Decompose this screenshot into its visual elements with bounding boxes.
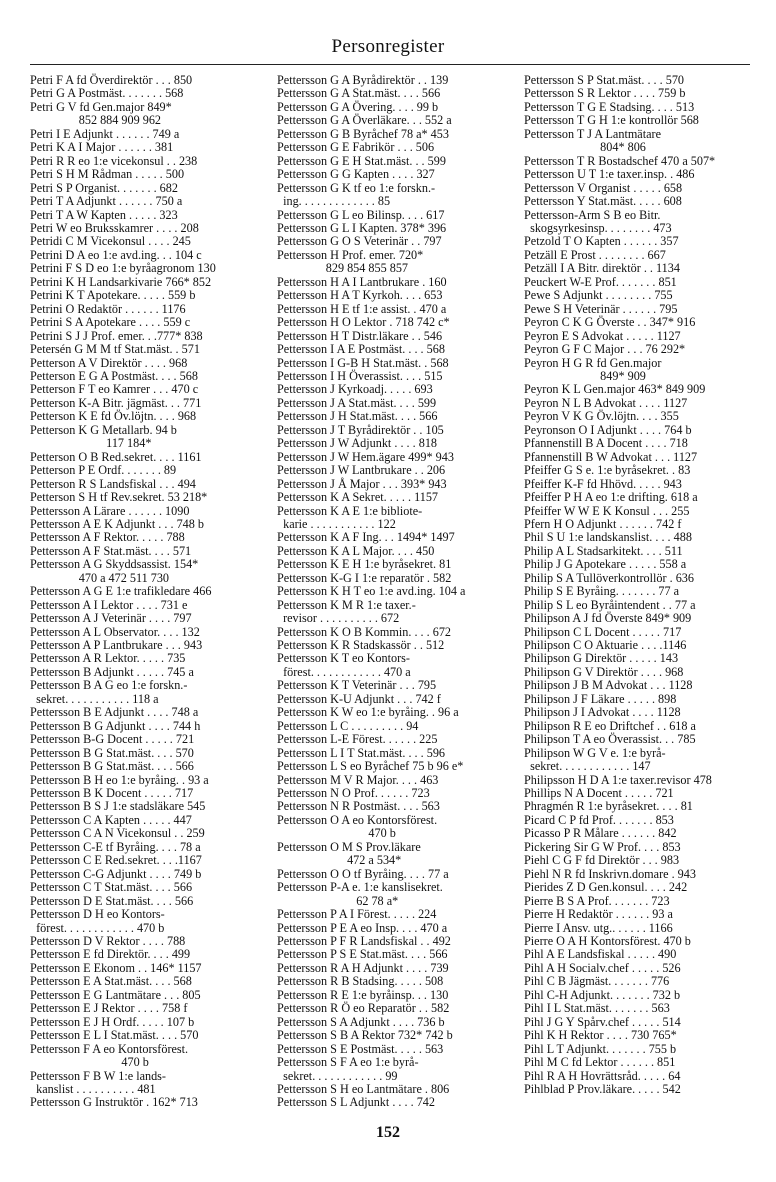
page-title: Personregister [331,36,445,57]
register-entry: Petterson A V Direktör . . . . 968 [30,355,188,370]
register-entry: Pihlblad P Prov.läkare. . . . . 542 [524,1081,681,1096]
register-entry: Pettersson T R Bostadschef 470 a 507* [524,153,716,168]
register-entry: Petersén G M M tf Stat.mäst. . 571 [30,342,200,357]
register-entry: Pihl C B Jägmäst. . . . . . . 776 [524,974,670,989]
register-entry: Pfannenstill B A Docent . . . . 718 [524,436,688,451]
register-entry: Philipson A J fd Överste 849* 909 [524,611,692,626]
register-entry: Pettersson K-U Adjunkt . . . 742 f [277,691,441,706]
page-number: 152 [376,1124,400,1141]
register-entry: Pettersson L I T Stat.mäst. . . . 596 [277,745,446,760]
register-entry: Petrini F S D eo 1:e byråagronom 130 [30,261,216,276]
register-entry: Philipson W G V e. 1:e byrå- [524,745,666,760]
register-entry: Pihl A H Socialv.chef . . . . . 526 [524,960,681,975]
register-entry: Petrini O Redaktör . . . . . . 1176 [30,301,186,316]
register-entry: Philipsson H D A 1:e taxer.revisor 478 [524,772,712,787]
register-entry: Pfannenstill B W Advokat . . . 1127 [524,449,698,464]
register-entry: Pettersson I H Överassist. . . . 515 [277,368,443,383]
register-entry: Pettersson K A E 1:e bibliote- [277,503,423,518]
register-entry: Pettersson C E Red.sekret. . . .1167 [30,853,202,868]
register-entry: Pettersson B G Adjunkt . . . . 744 h [30,718,201,733]
register-entry: Pettersson R A H Adjunkt . . . . 739 [277,960,449,975]
register-entry: Philipson C O Aktuarie . . . .1146 [524,638,687,653]
register-entry: Pettersson K M R 1:e taxer.- [277,597,416,612]
register-entry: Pettersson B Adjunkt . . . . . 745 a [30,664,194,679]
register-entry: Pettersson L C . . . . . . . . . 94 [277,718,419,733]
register-entry: förest. . . . . . . . . . . . 470 a [277,664,411,679]
register-entry: Pettersson Y Stat.mäst. . . . . 608 [524,194,682,209]
register-entry: Philipson G Direktör . . . . . 143 [524,651,679,666]
register-entry: Pettersson E fd Direktör. . . . 499 [30,947,191,962]
register-entry: Petterson K-A Bitr. jägmäst. . . 771 [30,395,202,410]
register-entry: Pickering Sir G W Prof. . . . 853 [524,839,681,854]
register-entry: Pettersson N O Prof. . . . . . 723 [277,786,430,801]
register-column-3 [524,74,758,1096]
register-entry: Philipson J I Advokat . . . . 1128 [524,705,681,720]
register-entry: Pettersson H A T Kyrkoh. . . . 653 [277,288,443,303]
register-entry: Pettersson K W eo 1:e byråing. . 96 a [277,705,459,720]
register-entry: Pettersson H E tf 1:e assist. . 470 a [277,301,447,316]
register-entry: Pettersson R Ö eo Reparatör . . 582 [277,1001,450,1016]
register-entry: Pettersson G L eo Bilinsp. . . . 617 [277,207,445,222]
register-entry: Pettersson E A Stat.mäst. . . . 568 [30,974,192,989]
register-entry: Pettersson E Ekonom . . 146* 1157 [30,960,202,975]
register-entry: Petri W eo Bruksskamrer . . . . 208 [30,220,199,235]
register-entry: Pihl K H Rektor . . . . 730 765* [524,1028,677,1043]
register-entry: Pettersson H A I Lantbrukare . 160 [277,274,447,289]
register-entry: Pettersson J Kyrkoadj. . . . . 693 [277,382,433,397]
register-entry: Pettersson S F A eo 1:e byrå- [277,1055,419,1070]
register-entry: Pettersson K T eo Kontors- [277,651,410,666]
register-entry: sekret. . . . . . . . . . . . 99 [277,1068,398,1083]
register-entry: Pettersson I A E Postmäst. . . . 568 [277,342,445,357]
register-entry: Pettersson R B Stadsing. . . . . 508 [277,974,444,989]
register-entry: Pettersson F B W 1:e lands- [30,1068,166,1083]
register-entry: 804* 806 [524,140,646,155]
register-entry: Petterson R S Landsfiskal . . . 494 [30,476,196,491]
register-entry: Petri T A Adjunkt . . . . . . 750 a [30,194,183,209]
register-entry: 62 78 a* [277,893,399,908]
register-entry: Petridi C M Vicekonsul . . . . 245 [30,234,191,249]
register-entry: Petri F A fd Överdirektör . . . 850 [30,73,193,87]
register-entry: Pettersson J H Stat.mäst. . . . 566 [277,409,438,424]
register-entry: Pettersson R E 1:e byråinsp. . . 130 [277,987,449,1002]
register-entry: Petrini S J J Prof. emer. . .777* 838 [30,328,203,343]
register-entry: Petrini K H Landsarkivarie 766* 852 [30,274,212,289]
register-entry: Pettersson J W Lantbrukare . . 206 [277,463,446,478]
register-entry: karie . . . . . . . . . . . 122 [277,516,396,531]
register-entry: Peyron H G R fd Gen.major [524,355,662,370]
register-entry: Pihl R A H Hovrättsråd. . . . . 64 [524,1068,681,1083]
register-entry: Pettersson B A G eo 1:e forskn.- [30,678,188,693]
register-entry: Philipson R E eo Driftchef . . 618 a [524,718,696,733]
register-entry: Pettersson A R Lektor. . . . . 735 [30,651,186,666]
register-entry: Pettersson H T Distr.läkare . . 546 [277,328,443,343]
register-entry: skogsyrkesinsp. . . . . . . . 473 [524,220,672,235]
register-entry: Picard C P fd Prof. . . . . . . 853 [524,812,674,827]
register-entry: Peyron C K G Överste . . 347* 916 [524,315,696,330]
register-entry: Pettersson V Organist . . . . . 658 [524,180,683,195]
register-entry: Petterson K G Metallarb. 94 b [30,422,177,437]
register-entry: Philipson J F Läkare . . . . . 898 [524,691,677,706]
register-entry: Philip A L Stadsarkitekt. . . . 511 [524,543,683,558]
register-entry: Pettersson A P Lantbrukare . . . 943 [30,638,203,653]
register-entry: Pettersson P-A e. 1:e kanslisekret. [277,880,443,895]
register-columns [30,74,750,1154]
register-entry: Pettersson A G E 1:e trafikledare 466 [30,584,212,599]
register-entry: Pettersson S E Postmäst. . . . . 563 [277,1041,444,1056]
register-entry: Petri G V fd Gen.major 849* [30,99,172,114]
register-entry: Pettersson G Instruktör . 162* 713 [30,1095,198,1110]
register-entry: Philip S A Tullöverkontrollör . 636 [524,570,694,585]
register-entry: Phil S U 1:e landskanslist. . . . 488 [524,530,692,545]
register-entry: Pettersson K A L Major. . . . 450 [277,543,435,558]
register-entry: Peyron E S Advokat . . . . . 1127 [524,328,681,343]
register-entry: Philip S L eo Byråintendent . . 77 a [524,597,696,612]
register-entry: Pettersson U T 1:e taxer.insp. . 486 [524,167,695,182]
register-entry: sekret. . . . . . . . . . . 118 a [30,691,159,706]
register-entry: Piehl N R fd Inskrivn.domare . 943 [524,866,696,881]
register-entry: Pihl C-H Adjunkt. . . . . . . 732 b [524,987,681,1002]
register-entry: Petterson F T eo Kamrer . . . 470 c [30,382,199,397]
register-entry: Pettersson S P Stat.mäst. . . . 570 [524,73,685,87]
register-entry: Philipson J B M Advokat . . . 1128 [524,678,693,693]
register-entry: Petzäll E Prost . . . . . . . . 667 [524,247,666,262]
register-entry: Petri S P Organist. . . . . . . 682 [30,180,178,195]
register-entry: Pettersson J Å Major . . . 393* 943 [277,476,447,491]
register-entry: Pihl A E Landsfiskal . . . . . 490 [524,947,677,962]
register-entry: Pettersson P E A eo Insp. . . . 470 a [277,920,448,935]
register-entry: Peyron K L Gen.major 463* 849 909 [524,382,706,397]
register-entry: Pettersson B H eo 1:e byråing. . 93 a [30,772,209,787]
register-entry: Petterson E G A Postmäst. . . . 568 [30,368,198,383]
register-column-2 [277,74,511,1110]
register-entry: Pettersson I G-B H Stat.mäst. . 568 [277,355,449,370]
register-entry: Pettersson P A I Förest. . . . . 224 [277,907,437,922]
register-entry: Pettersson L-E Förest. . . . . . 225 [277,732,438,747]
register-entry: Pettersson B-G Docent . . . . . 721 [30,732,195,747]
register-entry: Pettersson E J H Ordf. . . . . 107 b [30,1014,195,1029]
register-entry: Pierides Z D Gen.konsul. . . . 242 [524,880,688,895]
register-entry: Pettersson G A Byrådirektör . . 139 [277,73,449,87]
register-entry: Petzäll I A Bitr. direktör . . 1134 [524,261,680,276]
register-entry: Pettersson B S J 1:e stadsläkare 545 [30,799,206,814]
register-entry: Philip J G Apotekare . . . . . 558 a [524,557,687,572]
register-entry: Phragmén R 1:e byråsekret. . . . 81 [524,799,693,814]
register-entry: 829 854 855 857 [277,261,409,276]
register-entry: Pettersson K O B Kommin. . . . 672 [277,624,452,639]
register-entry: Petterson K E fd Öv.löjtn. . . . 968 [30,409,197,424]
register-entry: Picasso P R Målare . . . . . . 842 [524,826,677,841]
register-entry: Petri S H M Rådman . . . . . 500 [30,167,185,182]
register-entry: Pettersson E G Lantmätare . . . 805 [30,987,201,1002]
register-entry: Pettersson H Prof. emer. 720* [277,247,424,262]
register-entry: Pihl L T Adjunkt. . . . . . . 755 b [524,1041,677,1056]
register-entry: Pettersson K E H 1:e byråsekret. 81 [277,557,452,572]
register-entry: Pettersson G L I Kapten. 378* 396 [277,220,447,235]
register-entry: Petri I E Adjunkt . . . . . . 749 a [30,126,180,141]
register-entry: Pettersson S L Adjunkt . . . . 742 [277,1095,435,1110]
register-entry: Pettersson S A Adjunkt . . . . 736 b [277,1014,445,1029]
register-entry: Pettersson S R Lektor . . . . 759 b [524,86,686,101]
register-entry: Petterson O B Red.sekret. . . . 1161 [30,449,202,464]
register-entry: Pettersson A G Skyddsassist. 154* [30,557,199,572]
register-entry: Pettersson D V Rektor . . . . 788 [30,934,186,948]
register-entry: Pettersson O M S Prov.läkare [277,839,421,854]
register-entry: Pettersson O A eo Kontorsförest. [277,812,438,827]
register-entry: 117 184* [30,436,152,451]
register-entry: Pihl I L Stat.mäst. . . . . . . 563 [524,1001,670,1016]
register-entry: Pettersson J W Hem.ägare 499* 943 [277,449,454,464]
register-entry: 470 b [30,1055,149,1070]
register-entry: Pihl M C fd Lektor . . . . . . 851 [524,1055,676,1070]
register-entry: Pettersson B G Stat.mäst. . . . 570 [30,745,194,760]
register-entry: Phillips N A Docent . . . . . 721 [524,786,674,801]
register-entry: Petri T A W Kapten . . . . . 323 [30,207,178,222]
register-entry: Pettersson H O Lektor . 718 742 c* [277,315,450,330]
register-entry: Petzold T O Kapten . . . . . . 357 [524,234,679,249]
register-entry: Pierre I Ansv. utg.. . . . . . 1166 [524,920,673,935]
register-entry: Pettersson L S eo Byråchef 75 b 96 e* [277,759,464,774]
register-entry: Pettersson K A F Ing. . . 1494* 1497 [277,530,455,545]
register-entry: Philipson G V Direktör . . . . 968 [524,664,684,679]
register-entry: Pettersson G A Stat.mäst. . . . 566 [277,86,441,101]
register-entry: Pihl J G Y Spårv.chef . . . . . 514 [524,1014,681,1029]
register-entry: Pettersson G O S Veterinär . . 797 [277,234,442,249]
register-entry: Pettersson A F Rektor. . . . . 788 [30,530,185,545]
register-entry: Philipson T A eo Överassist. . . 785 [524,732,696,747]
register-entry: Pettersson B G Stat.mäst. . . . 566 [30,759,194,774]
register-entry: Pettersson S B A Rektor 732* 742 b [277,1028,453,1043]
register-entry: 472 a 534* [277,853,402,868]
register-entry: Pierre O A H Kontorsförest. 470 b [524,934,691,948]
register-column-1 [30,74,264,1110]
register-entry: Pettersson N R Postmäst. . . . 563 [277,799,440,814]
register-entry: Pettersson K-G I 1:e reparatör . 582 [277,570,452,585]
register-entry: Petrini S A Apotekare . . . . 559 c [30,315,191,330]
register-entry: Pettersson A J Veterinär . . . . 797 [30,611,192,626]
register-entry: Pettersson A Lärare . . . . . . 1090 [30,503,190,518]
register-entry: Pfern H O Adjunkt . . . . . . 742 f [524,516,682,531]
register-entry: Pettersson C-E tf Byråing. . . . 78 a [30,839,201,854]
register-entry: Pettersson C A N Vicekonsul . . 259 [30,826,205,841]
register-entry: Petterson P E Ordf. . . . . . . 89 [30,463,177,478]
register-entry: Pettersson D E Stat.mäst. . . . 566 [30,893,194,908]
register-entry: Pettersson G E H Stat.mäst. . . 599 [277,153,446,168]
register-entry: Pfeiffer G S e. 1:e byråsekret. . 83 [524,463,691,478]
register-entry: Peuckert W-E Prof. . . . . . . 851 [524,274,677,289]
register-entry: Pettersson F A eo Kontorsförest. [30,1041,189,1056]
register-entry: Pettersson C A Kapten . . . . . 447 [30,812,192,827]
register-entry: Pfeiffer K-F fd Hhövd. . . . . 943 [524,476,682,491]
register-entry: Pettersson C-G Adjunkt . . . . 749 b [30,866,202,881]
register-entry: Pettersson G E Fabrikör . . . 506 [277,140,435,155]
register-entry: Pettersson C T Stat.mäst. . . . 566 [30,880,193,895]
register-entry: Pettersson K R Stadskassör . . 512 [277,638,445,653]
register-entry: Pettersson A I Lektor . . . . 731 e [30,597,188,612]
register-entry: Pettersson A L Observator. . . . 132 [30,624,200,639]
register-entry: Pfeiffer W W E K Konsul . . . 255 [524,503,690,518]
register-entry: Pfeiffer P H A eo 1:e drifting. 618 a [524,490,698,505]
register-entry: förest. . . . . . . . . . . . 470 b [30,920,165,935]
register-entry: Pettersson J W Adjunkt . . . . 818 [277,436,438,451]
register-entry: Peyron G F C Major . . . 76 292* [524,342,686,357]
register-entry: Peyron N L B Advokat . . . . 1127 [524,395,688,410]
register-entry: Pettersson E J Rektor . . . . 758 f [30,1001,188,1016]
register-entry: 470 b [277,826,396,841]
register-entry: Petrini K T Apotekare. . . . . 559 b [30,288,196,303]
register-entry: Pettersson A F Stat.mäst. . . . 571 [30,543,192,558]
register-entry: Pettersson D H eo Kontors- [30,907,165,922]
register-entry: Pierre H Redaktör . . . . . . 93 a [524,907,673,922]
register-entry: revisor . . . . . . . . . . 672 [277,611,400,626]
register-entry: 470 a 472 511 730 [30,570,170,585]
register-entry: Pettersson A E K Adjunkt . . . 748 b [30,516,205,531]
register-entry: Pettersson K T Veterinär . . . 795 [277,678,437,693]
title-rule [30,64,750,65]
register-entry: Pettersson G K tf eo 1:e forskn.- [277,180,436,195]
register-entry: Pettersson O O tf Byråing. . . . 77 a [277,866,449,881]
register-entry: Pettersson B E Adjunkt . . . . 748 a [30,705,199,720]
register-entry: ing. . . . . . . . . . . . . 85 [277,194,391,209]
register-entry: Petri R R eo 1:e vicekonsul . . 238 [30,153,198,168]
register-entry: Peyron V K G Öv.löjtn. . . . 355 [524,409,679,424]
register-entry: Pettersson K A Sekret. . . . . 1157 [277,490,439,505]
register-entry: Pettersson P S E Stat.mäst. . . . 566 [277,947,448,962]
register-entry: Pettersson G G Kapten . . . . 327 [277,167,435,182]
register-entry: kanslist . . . . . . . . . . 481 [30,1081,156,1096]
register-entry: Pettersson-Arm S B eo Bitr. [524,207,661,222]
register-entry: Philip S E Byråing. . . . . . . 77 a [524,584,680,599]
register-entry: Pewe S H Veterinär . . . . . . 795 [524,301,678,316]
register-entry: Pierre B S A Prof. . . . . . . 723 [524,893,670,908]
register-entry: Peyronson O I Adjunkt . . . . 764 b [524,422,692,437]
register-entry: 849* 909 [524,368,646,383]
register-entry: Pettersson B K Docent . . . . . 717 [30,786,194,801]
register-entry: Pettersson M V R Major. . . . 463 [277,772,439,787]
register-entry: 852 884 909 962 [30,113,162,128]
register-entry: Pettersson E L I Stat.mäst. . . . 570 [30,1028,199,1043]
register-entry: Pettersson T G H 1:e kontrollör 568 [524,113,699,128]
register-entry: Pettersson S H eo Lantmätare . 806 [277,1081,450,1096]
register-entry: Pettersson T J A Lantmätare [524,126,661,141]
register-entry: Piehl C G F fd Direktör . . . 983 [524,853,680,868]
register-entry: Petterson S H tf Rev.sekret. 53 218* [30,490,208,505]
register-entry: Pettersson K H T eo 1:e avd.ing. 104 a [277,584,466,599]
register-entry: Petrini D A eo 1:e avd.ing. . . 104 c [30,247,202,262]
register-entry: Pettersson G A Överläkare. . . 552 a [277,113,452,128]
register-entry: Pettersson G B Byråchef 78 a* 453 [277,126,449,141]
register-entry: Petri K A I Major . . . . . . 381 [30,140,174,155]
register-entry: Pettersson P F R Landsfiskal . . 492 [277,934,451,948]
register-entry: Pettersson J T Byrådirektör . . 105 [277,422,444,437]
register-entry: Pettersson T G E Stadsing. . . . 513 [524,99,695,114]
register-entry: Pewe S Adjunkt . . . . . . . . 755 [524,288,673,303]
register-entry: Pettersson G A Övering. . . . 99 b [277,99,439,114]
register-entry: Petri G A Postmäst. . . . . . . 568 [30,86,184,101]
register-entry: Philipson C L Docent . . . . . 717 [524,624,682,639]
register-entry: sekret. . . . . . . . . . . . 147 [524,759,651,774]
register-entry: Pettersson J A Stat.mäst. . . . 599 [277,395,437,410]
